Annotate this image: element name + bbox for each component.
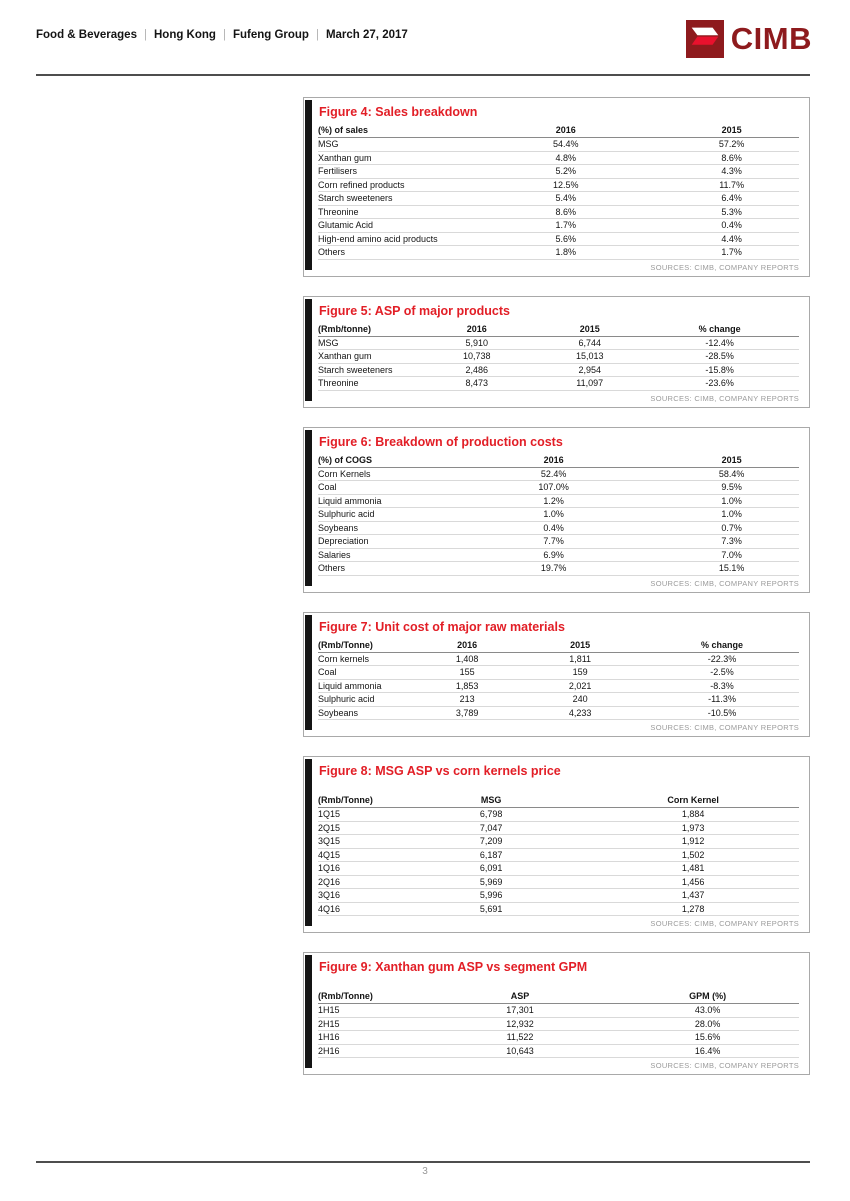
figure-source-note: SOURCES: CIMB, COMPANY REPORTS	[650, 723, 799, 732]
table-cell: 15.1%	[664, 562, 799, 576]
table-cell: 16.4%	[616, 1044, 799, 1058]
table-row	[318, 192, 799, 206]
cimb-logo-wordmark: CIMB	[730, 21, 812, 56]
column-header: 2016	[443, 454, 664, 468]
table-cell: Depreciation	[318, 535, 443, 549]
table-header-row	[318, 794, 799, 808]
breadcrumb-separator: |	[315, 29, 319, 41]
table-cell: 0.7%	[664, 521, 799, 535]
column-header: (%) of COGS	[318, 454, 443, 468]
table-cell: 3Q15	[318, 835, 395, 849]
column-header: 2016	[419, 639, 515, 653]
figures-container	[303, 97, 810, 1094]
table-row	[318, 138, 799, 152]
table-cell: Xanthan gum	[318, 350, 414, 364]
table-cell: -8.3%	[645, 679, 799, 693]
breadcrumb-item: March 27, 2017	[325, 29, 408, 41]
figure-source-note: SOURCES: CIMB, COMPANY REPORTS	[650, 393, 799, 403]
table-row	[318, 1044, 799, 1058]
table-cell: 6,187	[395, 848, 587, 862]
table-cell: MSG	[318, 336, 414, 350]
table-cell: Others	[318, 562, 443, 576]
table-cell: 2Q15	[318, 821, 395, 835]
table-row	[318, 889, 799, 903]
table-cell: -2.5%	[645, 666, 799, 680]
table-cell: 4Q15	[318, 848, 395, 862]
table-body	[318, 138, 799, 260]
table-row	[318, 875, 799, 889]
table-cell: 15.6%	[616, 1031, 799, 1045]
table-cell: 6,798	[395, 808, 587, 822]
table-cell: 10,738	[414, 350, 539, 364]
table-cell: Fertilisers	[318, 165, 467, 179]
table-cell: 5.2%	[467, 165, 664, 179]
table-cell: 1Q16	[318, 862, 395, 876]
figure-box	[303, 952, 810, 1075]
table-cell: 57.2%	[664, 138, 799, 152]
table-row	[318, 848, 799, 862]
table-cell: 5.3%	[664, 205, 799, 219]
table-cell: 2H16	[318, 1044, 424, 1058]
table-row	[318, 548, 799, 562]
table-cell: 15,013	[539, 350, 640, 364]
column-header: 2015	[539, 323, 640, 337]
table-row	[318, 706, 799, 720]
table-cell: Liquid ammonia	[318, 494, 443, 508]
table-cell: 28.0%	[616, 1017, 799, 1031]
cimb-logo-icon	[686, 20, 724, 58]
table-row	[318, 1031, 799, 1045]
table-cell: 0.4%	[664, 219, 799, 233]
column-header: (Rmb/Tonne)	[318, 794, 395, 808]
table-body	[318, 467, 799, 575]
table-cell: -28.5%	[640, 350, 799, 364]
table-cell: 1,853	[419, 679, 515, 693]
table-cell: -12.4%	[640, 336, 799, 350]
table-cell: -23.6%	[640, 377, 799, 391]
table-cell: 3,789	[419, 706, 515, 720]
table-cell: 4.3%	[664, 165, 799, 179]
table-cell: 0.4%	[443, 521, 664, 535]
table-row	[318, 232, 799, 246]
table-cell: 1,973	[587, 821, 799, 835]
table-cell: 2,486	[414, 363, 539, 377]
table-cell: Liquid ammonia	[318, 679, 419, 693]
table-cell: 1.0%	[664, 494, 799, 508]
table-body	[318, 808, 799, 916]
table-row	[318, 219, 799, 233]
table-cell: 1.7%	[664, 246, 799, 260]
figure-table	[318, 990, 799, 1058]
figure-source-note: SOURCES: CIMB, COMPANY REPORTS	[650, 578, 799, 588]
table-cell: Others	[318, 246, 467, 260]
table-cell: 8.6%	[467, 205, 664, 219]
table-row	[318, 246, 799, 260]
table-cell: 5,996	[395, 889, 587, 903]
table-cell: 12,932	[424, 1017, 616, 1031]
table-cell: 2,954	[539, 363, 640, 377]
table-body	[318, 336, 799, 390]
table-cell: 5,691	[395, 902, 587, 916]
table-cell: Sulphuric acid	[318, 508, 443, 522]
table-cell: 12.5%	[467, 178, 664, 192]
breadcrumb-item: Hong Kong	[153, 29, 216, 41]
table-cell: 1.7%	[467, 219, 664, 233]
column-header: (Rmb/tonne)	[318, 323, 414, 337]
table-cell: 7.3%	[664, 535, 799, 549]
figure-table	[318, 454, 799, 576]
cimb-logo	[686, 20, 812, 58]
figure-source-note: SOURCES: CIMB, COMPANY REPORTS	[650, 262, 799, 272]
table-row	[318, 481, 799, 495]
figure-accent-bar	[305, 430, 312, 586]
column-header: (Rmb/Tonne)	[318, 639, 419, 653]
column-header: 2016	[414, 323, 539, 337]
table-header-row	[318, 454, 799, 468]
table-cell: 2H15	[318, 1017, 424, 1031]
table-cell: 1,884	[587, 808, 799, 822]
figure-box	[303, 97, 810, 277]
table-cell: Starch sweeteners	[318, 363, 414, 377]
figure-title: Figure 8: MSG ASP vs corn kernels price	[319, 764, 561, 778]
table-cell: 1,437	[587, 889, 799, 903]
figure-table	[318, 639, 799, 721]
table-cell: 5.4%	[467, 192, 664, 206]
table-cell: 1,502	[587, 848, 799, 862]
table-cell: 8,473	[414, 377, 539, 391]
table-cell: High-end amino acid products	[318, 232, 467, 246]
table-cell: -22.3%	[645, 652, 799, 666]
column-header: Corn Kernel	[587, 794, 799, 808]
table-row	[318, 562, 799, 576]
column-header: ASP	[424, 990, 616, 1004]
header-divider	[36, 74, 810, 76]
table-cell: 19.7%	[443, 562, 664, 576]
table-header-row	[318, 990, 799, 1004]
table-cell: 1,481	[587, 862, 799, 876]
table-cell: 155	[419, 666, 515, 680]
table-row	[318, 336, 799, 350]
table-cell: 6.4%	[664, 192, 799, 206]
table-cell: 1,456	[587, 875, 799, 889]
table-cell: 1.8%	[467, 246, 664, 260]
column-header: GPM (%)	[616, 990, 799, 1004]
figure-table	[318, 323, 799, 391]
table-cell: 1Q15	[318, 808, 395, 822]
table-cell: 240	[515, 693, 645, 707]
table-cell: 11.7%	[664, 178, 799, 192]
table-row	[318, 902, 799, 916]
footer-divider	[36, 1161, 810, 1163]
table-cell: MSG	[318, 138, 467, 152]
figure-accent-bar	[305, 299, 312, 401]
table-cell: Salaries	[318, 548, 443, 562]
table-cell: 7,209	[395, 835, 587, 849]
table-cell: 107.0%	[443, 481, 664, 495]
table-body	[318, 1004, 799, 1058]
table-cell: 1H15	[318, 1004, 424, 1018]
table-cell: 9.5%	[664, 481, 799, 495]
table-cell: 6,091	[395, 862, 587, 876]
figure-source-note: SOURCES: CIMB, COMPANY REPORTS	[650, 1061, 799, 1070]
table-cell: -15.8%	[640, 363, 799, 377]
table-cell: 6,744	[539, 336, 640, 350]
column-header: 2015	[664, 124, 799, 138]
table-cell: 1.2%	[443, 494, 664, 508]
table-row	[318, 652, 799, 666]
figure-table	[318, 124, 799, 260]
table-cell: 4Q16	[318, 902, 395, 916]
page-number: 3	[422, 1166, 428, 1177]
table-cell: Coal	[318, 666, 419, 680]
table-row	[318, 693, 799, 707]
table-cell: 7.7%	[443, 535, 664, 549]
table-cell: 11,522	[424, 1031, 616, 1045]
table-cell: Starch sweeteners	[318, 192, 467, 206]
table-cell: 213	[419, 693, 515, 707]
table-cell: 1.0%	[664, 508, 799, 522]
table-cell: 2,021	[515, 679, 645, 693]
table-cell: 43.0%	[616, 1004, 799, 1018]
column-header: % change	[645, 639, 799, 653]
figure-source-note: SOURCES: CIMB, COMPANY REPORTS	[650, 919, 799, 928]
figure-accent-bar	[305, 615, 312, 731]
table-row	[318, 835, 799, 849]
table-row	[318, 377, 799, 391]
table-cell: Corn refined products	[318, 178, 467, 192]
figure-title: Figure 4: Sales breakdown	[319, 105, 478, 119]
table-row	[318, 165, 799, 179]
table-row	[318, 666, 799, 680]
table-cell: -10.5%	[645, 706, 799, 720]
table-row	[318, 467, 799, 481]
table-cell: 5,969	[395, 875, 587, 889]
table-cell: 4,233	[515, 706, 645, 720]
table-cell: Corn kernels	[318, 652, 419, 666]
table-row	[318, 808, 799, 822]
column-header: % change	[640, 323, 799, 337]
table-cell: Soybeans	[318, 521, 443, 535]
breadcrumb	[36, 20, 408, 41]
table-header-row	[318, 639, 799, 653]
table-cell: 1,278	[587, 902, 799, 916]
table-row	[318, 679, 799, 693]
table-cell: 1,408	[419, 652, 515, 666]
table-cell: 58.4%	[664, 467, 799, 481]
figure-box	[303, 756, 810, 933]
table-cell: 6.9%	[443, 548, 664, 562]
column-header: (%) of sales	[318, 124, 467, 138]
table-row	[318, 821, 799, 835]
table-cell: Threonine	[318, 205, 467, 219]
table-row	[318, 494, 799, 508]
table-cell: Corn Kernels	[318, 467, 443, 481]
table-body	[318, 652, 799, 720]
breadcrumb-item: Food & Beverages	[36, 29, 137, 41]
table-cell: 17,301	[424, 1004, 616, 1018]
table-cell: Glutamic Acid	[318, 219, 467, 233]
figure-accent-bar	[305, 100, 312, 270]
breadcrumb-separator: |	[222, 29, 226, 41]
table-cell: 2Q16	[318, 875, 395, 889]
column-header: 2016	[467, 124, 664, 138]
table-cell: 4.4%	[664, 232, 799, 246]
table-header-row	[318, 323, 799, 337]
table-cell: -11.3%	[645, 693, 799, 707]
table-row	[318, 862, 799, 876]
table-cell: 54.4%	[467, 138, 664, 152]
column-header: 2015	[664, 454, 799, 468]
table-row	[318, 508, 799, 522]
table-row	[318, 1004, 799, 1018]
figure-title: Figure 6: Breakdown of production costs	[319, 434, 563, 449]
table-cell: 8.6%	[664, 151, 799, 165]
column-header: 2015	[515, 639, 645, 653]
table-row	[318, 205, 799, 219]
figure-box	[303, 296, 810, 408]
table-cell: 1.0%	[443, 508, 664, 522]
table-row	[318, 363, 799, 377]
table-cell: 1,811	[515, 652, 645, 666]
figure-table	[318, 794, 799, 916]
table-cell: 7,047	[395, 821, 587, 835]
table-cell: Threonine	[318, 377, 414, 391]
table-header-row	[318, 124, 799, 138]
table-cell: Sulphuric acid	[318, 693, 419, 707]
figure-accent-bar	[305, 759, 312, 926]
table-cell: 7.0%	[664, 548, 799, 562]
figure-accent-bar	[305, 955, 312, 1068]
table-row	[318, 1017, 799, 1031]
figure-box	[303, 427, 810, 593]
table-cell: 52.4%	[443, 467, 664, 481]
table-cell: 10,643	[424, 1044, 616, 1058]
table-cell: Coal	[318, 481, 443, 495]
table-cell: 3Q16	[318, 889, 395, 903]
table-cell: 1H16	[318, 1031, 424, 1045]
table-cell: Soybeans	[318, 706, 419, 720]
table-cell: 1,912	[587, 835, 799, 849]
figure-title: Figure 5: ASP of major products	[319, 303, 510, 318]
breadcrumb-separator: |	[143, 29, 147, 41]
table-row	[318, 535, 799, 549]
table-row	[318, 350, 799, 364]
breadcrumb-item: Fufeng Group	[232, 29, 309, 41]
table-row	[318, 151, 799, 165]
column-header: (Rmb/Tonne)	[318, 990, 424, 1004]
table-row	[318, 178, 799, 192]
table-cell: 5,910	[414, 336, 539, 350]
table-row	[318, 521, 799, 535]
table-cell: 5.6%	[467, 232, 664, 246]
table-cell: 159	[515, 666, 645, 680]
figure-title: Figure 7: Unit cost of major raw materials	[319, 619, 565, 634]
report-header	[36, 20, 812, 58]
figure-title: Figure 9: Xanthan gum ASP vs segment GPM	[319, 960, 588, 974]
figure-box	[303, 612, 810, 738]
column-header: MSG	[395, 794, 587, 808]
table-cell: Xanthan gum	[318, 151, 467, 165]
table-cell: 11,097	[539, 377, 640, 391]
table-cell: 4.8%	[467, 151, 664, 165]
